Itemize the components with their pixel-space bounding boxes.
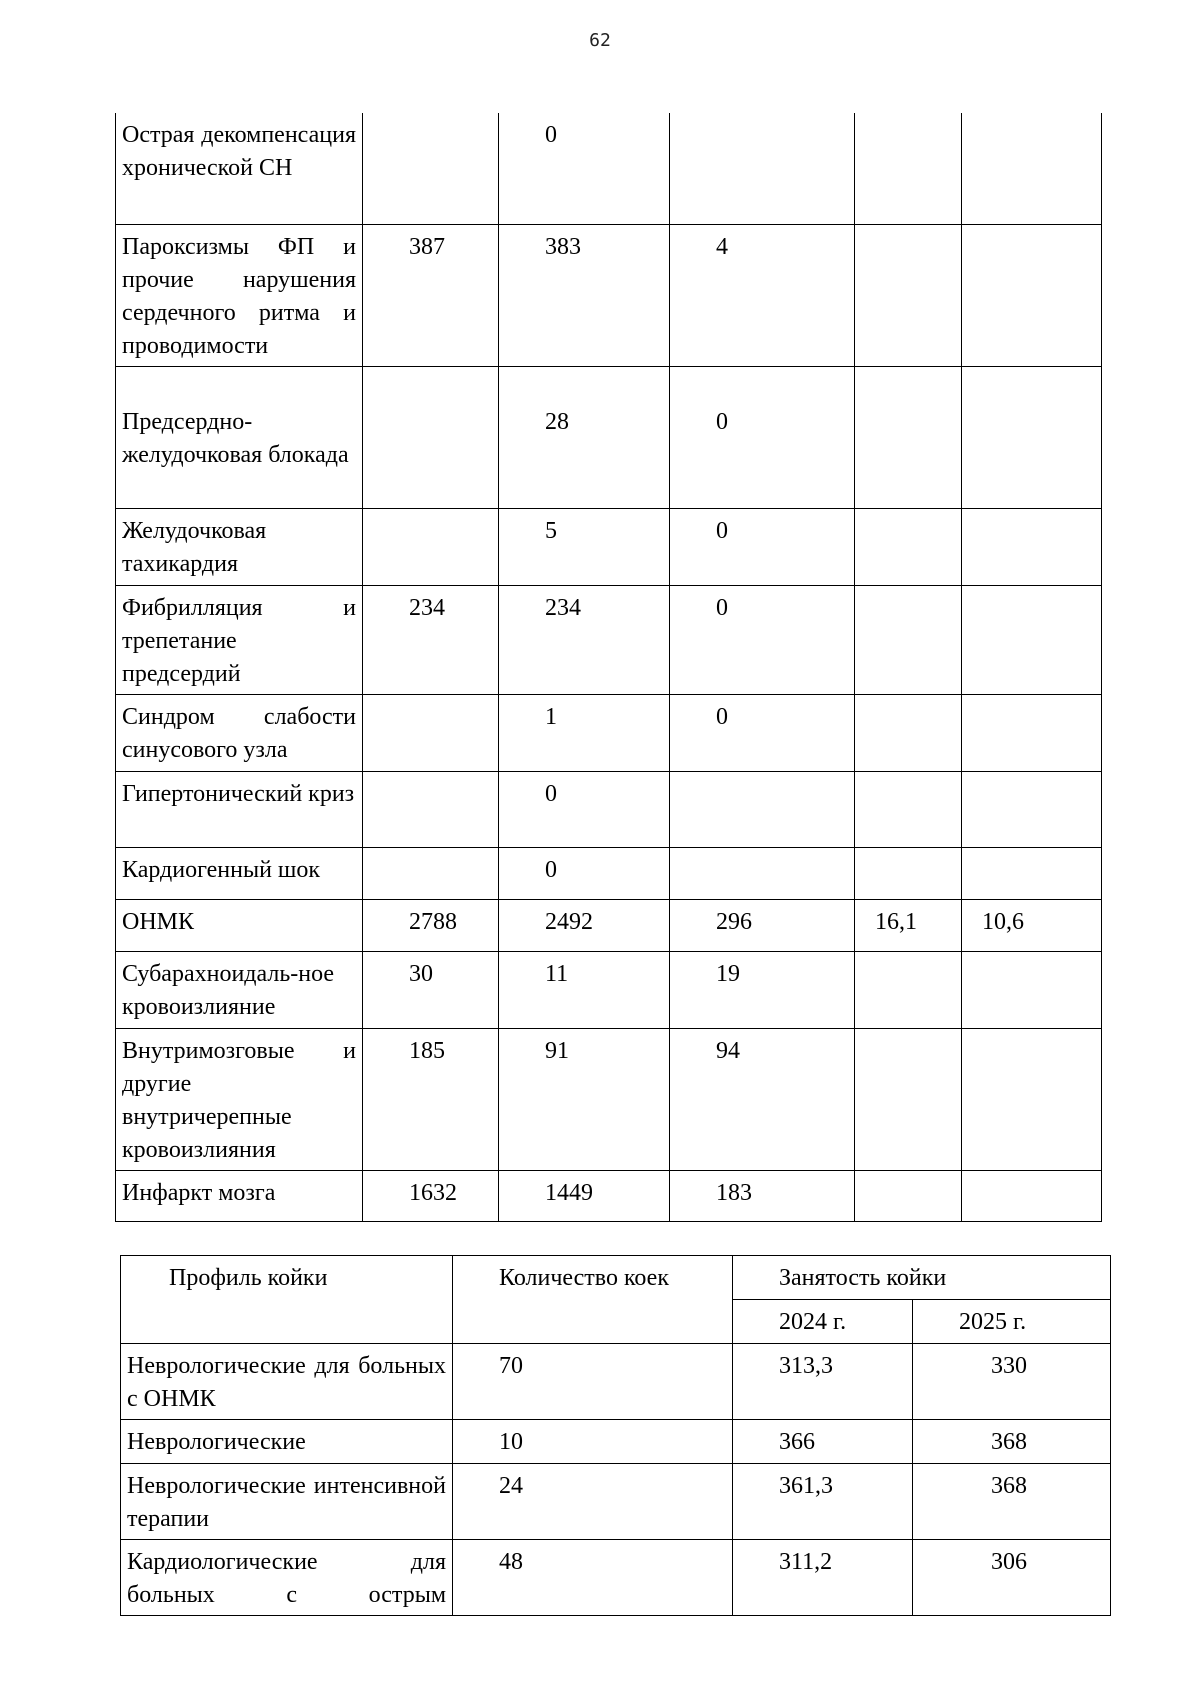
cell-value: 2492 [499, 899, 670, 951]
occupancy-2024: 311,2 [733, 1540, 913, 1616]
row-label: Субарахноидаль-ное кровоизлияние [116, 951, 363, 1028]
cell-value [962, 366, 1102, 508]
cell-value [962, 508, 1102, 585]
bed-count: 70 [453, 1344, 733, 1420]
table-row [116, 1028, 1102, 1170]
cell-value: 0 [499, 847, 670, 899]
cell-value [962, 1170, 1102, 1221]
row-label: Предсердно-желудочковая блокада [116, 366, 363, 508]
row-label: Острая декомпенсация хронической СН [116, 113, 363, 224]
cell-value [855, 1170, 962, 1221]
cell-value [363, 847, 499, 899]
table-row [116, 694, 1102, 771]
row-label: Неврологические для больных с ОНМК [121, 1344, 453, 1420]
occupancy-2024: 361,3 [733, 1464, 913, 1540]
row-label: Внутримозговые и другие внутричерепные кровоизлияния [116, 1028, 363, 1170]
cell-value [962, 771, 1102, 847]
row-label: Пароксизмы ФП и прочие нарушения сердечного ритма и проводимости [116, 224, 363, 366]
cell-value [855, 366, 962, 508]
cell-value [962, 585, 1102, 694]
cell-value [962, 1028, 1102, 1170]
cell-value [363, 366, 499, 508]
row-label: Инфаркт мозга [116, 1170, 363, 1221]
cell-value [855, 224, 962, 366]
occupancy-2025: 368 [913, 1464, 1111, 1540]
occupancy-2025: 368 [913, 1420, 1111, 1464]
header-occupancy: Занятость койки [733, 1256, 1111, 1300]
cell-value [962, 224, 1102, 366]
cell-value: 185 [363, 1028, 499, 1170]
cell-value: 91 [499, 1028, 670, 1170]
header-row [121, 1256, 1111, 1300]
table-row [121, 1464, 1111, 1540]
table-row [121, 1420, 1111, 1464]
cell-value: 30 [363, 951, 499, 1028]
cell-value: 5 [499, 508, 670, 585]
cell-value [962, 847, 1102, 899]
bed-count: 48 [453, 1540, 733, 1616]
bed-count: 24 [453, 1464, 733, 1540]
cell-value [855, 694, 962, 771]
row-label: Неврологические интенсивной терапии [121, 1464, 453, 1540]
cell-value [855, 951, 962, 1028]
cell-value [855, 771, 962, 847]
bed-occupancy-table [120, 1255, 1111, 1616]
cell-value [363, 508, 499, 585]
table-row [116, 1170, 1102, 1221]
cell-value: 16,1 [855, 899, 962, 951]
cell-value [670, 771, 855, 847]
row-label: Кардиологические для больных с острым [121, 1540, 453, 1616]
table-row [116, 585, 1102, 694]
cell-value [855, 1028, 962, 1170]
table-row [116, 771, 1102, 847]
cell-value: 1449 [499, 1170, 670, 1221]
row-label: Кардиогенный шок [116, 847, 363, 899]
header-bed-count: Количество коек [453, 1256, 733, 1344]
occupancy-2025: 330 [913, 1344, 1111, 1420]
occupancy-2024: 313,3 [733, 1344, 913, 1420]
page-number: 62 [589, 30, 611, 51]
cell-value [855, 585, 962, 694]
occupancy-2025: 306 [913, 1540, 1111, 1616]
cell-value: 296 [670, 899, 855, 951]
table-row [116, 113, 1102, 224]
cell-value: 0 [670, 366, 855, 508]
occupancy-2024: 366 [733, 1420, 913, 1464]
row-label: Неврологические [121, 1420, 453, 1464]
cell-value: 234 [363, 585, 499, 694]
row-label: Фибрилляция и трепетание предсердий [116, 585, 363, 694]
cell-value: 28 [499, 366, 670, 508]
table-row [116, 224, 1102, 366]
cell-value [363, 694, 499, 771]
cell-value [855, 508, 962, 585]
header-profile: Профиль койки [121, 1256, 453, 1344]
table-row [116, 899, 1102, 951]
cell-value [962, 694, 1102, 771]
cell-value: 383 [499, 224, 670, 366]
cell-value [363, 113, 499, 224]
table-row [116, 951, 1102, 1028]
table-row [116, 366, 1102, 508]
cell-value [670, 113, 855, 224]
table-row [121, 1540, 1111, 1616]
table-row [116, 508, 1102, 585]
cell-value: 0 [499, 113, 670, 224]
row-label: ОНМК [116, 899, 363, 951]
cell-value: 11 [499, 951, 670, 1028]
cardio-stats-table [115, 113, 1102, 1222]
cell-value [962, 951, 1102, 1028]
cell-value [670, 847, 855, 899]
cell-value: 4 [670, 224, 855, 366]
header-year-2025: 2025 г. [913, 1300, 1111, 1344]
cell-value: 0 [670, 508, 855, 585]
cell-value: 10,6 [962, 899, 1102, 951]
cell-value: 19 [670, 951, 855, 1028]
cell-value: 1632 [363, 1170, 499, 1221]
cell-value: 94 [670, 1028, 855, 1170]
row-label: Гипертонический криз [116, 771, 363, 847]
cell-value [855, 113, 962, 224]
cell-value: 234 [499, 585, 670, 694]
cell-value: 0 [670, 694, 855, 771]
row-label: Желудочковая тахикардия [116, 508, 363, 585]
table-row [121, 1344, 1111, 1420]
cell-value [855, 847, 962, 899]
cell-value: 1 [499, 694, 670, 771]
cell-value [363, 771, 499, 847]
table-row [116, 847, 1102, 899]
cell-value [962, 113, 1102, 224]
cell-value: 387 [363, 224, 499, 366]
cell-value: 0 [670, 585, 855, 694]
row-label: Синдром слабости синусового узла [116, 694, 363, 771]
cell-value: 183 [670, 1170, 855, 1221]
cell-value: 2788 [363, 899, 499, 951]
cell-value: 0 [499, 771, 670, 847]
header-year-2024: 2024 г. [733, 1300, 913, 1344]
bed-count: 10 [453, 1420, 733, 1464]
